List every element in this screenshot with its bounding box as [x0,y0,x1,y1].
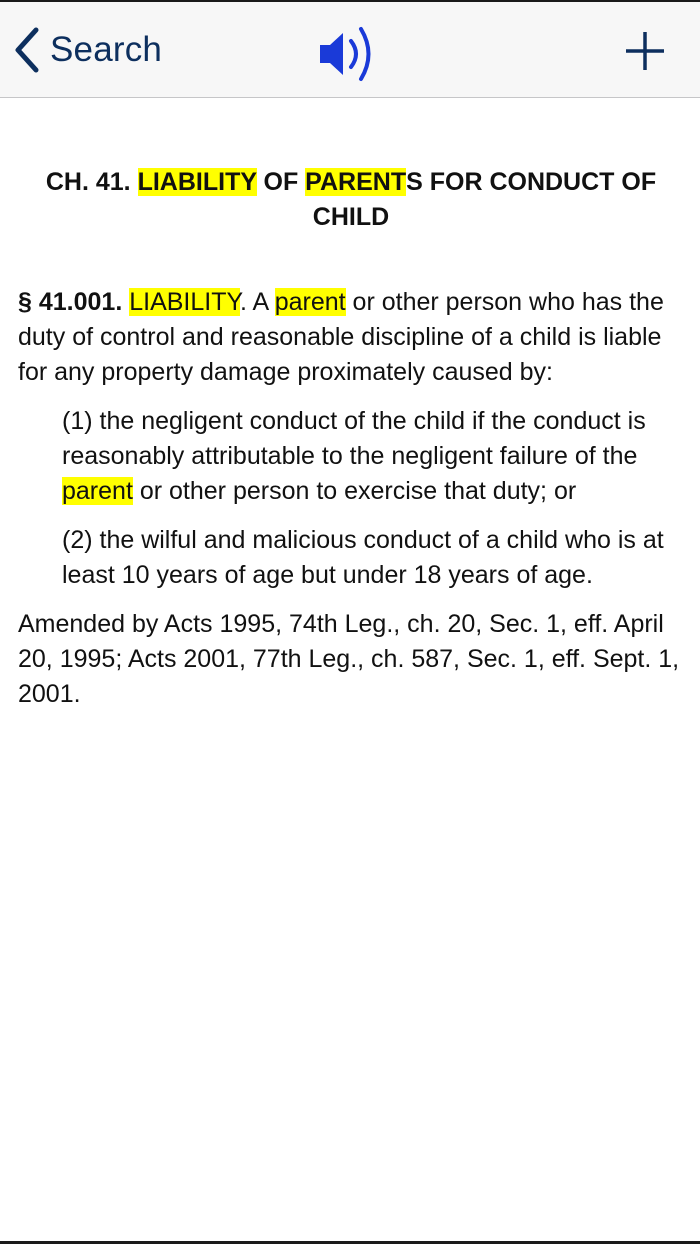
navigation-bar [0,2,700,98]
amendment-history: Amended by Acts 1995, 74th Leg., ch. 20, Sec. 1, eff. April 20, 1995; Acts 2001, 77th Leg., ch. 587, Sec. 1, eff. Sept. 1, 2001. [18,610,680,708]
back-to-search-button[interactable] [14,24,162,76]
section-paragraph [18,285,684,390]
read-aloud-button[interactable] [316,26,382,82]
search-highlight: PARENT [305,168,407,196]
speaker-volume-icon [316,69,382,86]
chapter-title-text: OF [256,168,306,196]
statute-document [18,160,684,712]
section-text: or other person who has the duty of control and reasonable discipline of a child is liable for any property damage proximately caused by: [18,288,664,386]
search-highlight: parent [274,288,346,316]
search-highlight: LIABILITY [137,168,257,196]
subsection-text: or other person to exercise that duty; or [132,477,577,505]
plus-icon [622,61,668,78]
chevron-left-icon [14,27,40,73]
section-number: § 41.001. [18,288,130,316]
subsection-text: (1) the negligent conduct of the child if the conduct is reasonably attributable to the negligent failure of the [62,407,646,470]
subsection-1 [62,404,684,509]
back-button-label: Search [50,30,163,69]
search-highlight: LIABILITY [129,288,240,316]
chapter-number: CH. 41. [45,168,138,196]
search-highlight: parent [62,477,133,505]
section-text: . A [239,288,275,316]
subsection-2: (2) the wilful and malicious conduct of a child who is at least 10 years of age but under 18 years of age. [62,526,664,589]
chapter-title-text: S FOR CONDUCT OF CHILD [312,168,657,231]
add-bookmark-button[interactable] [622,28,668,74]
chapter-title [18,165,684,235]
